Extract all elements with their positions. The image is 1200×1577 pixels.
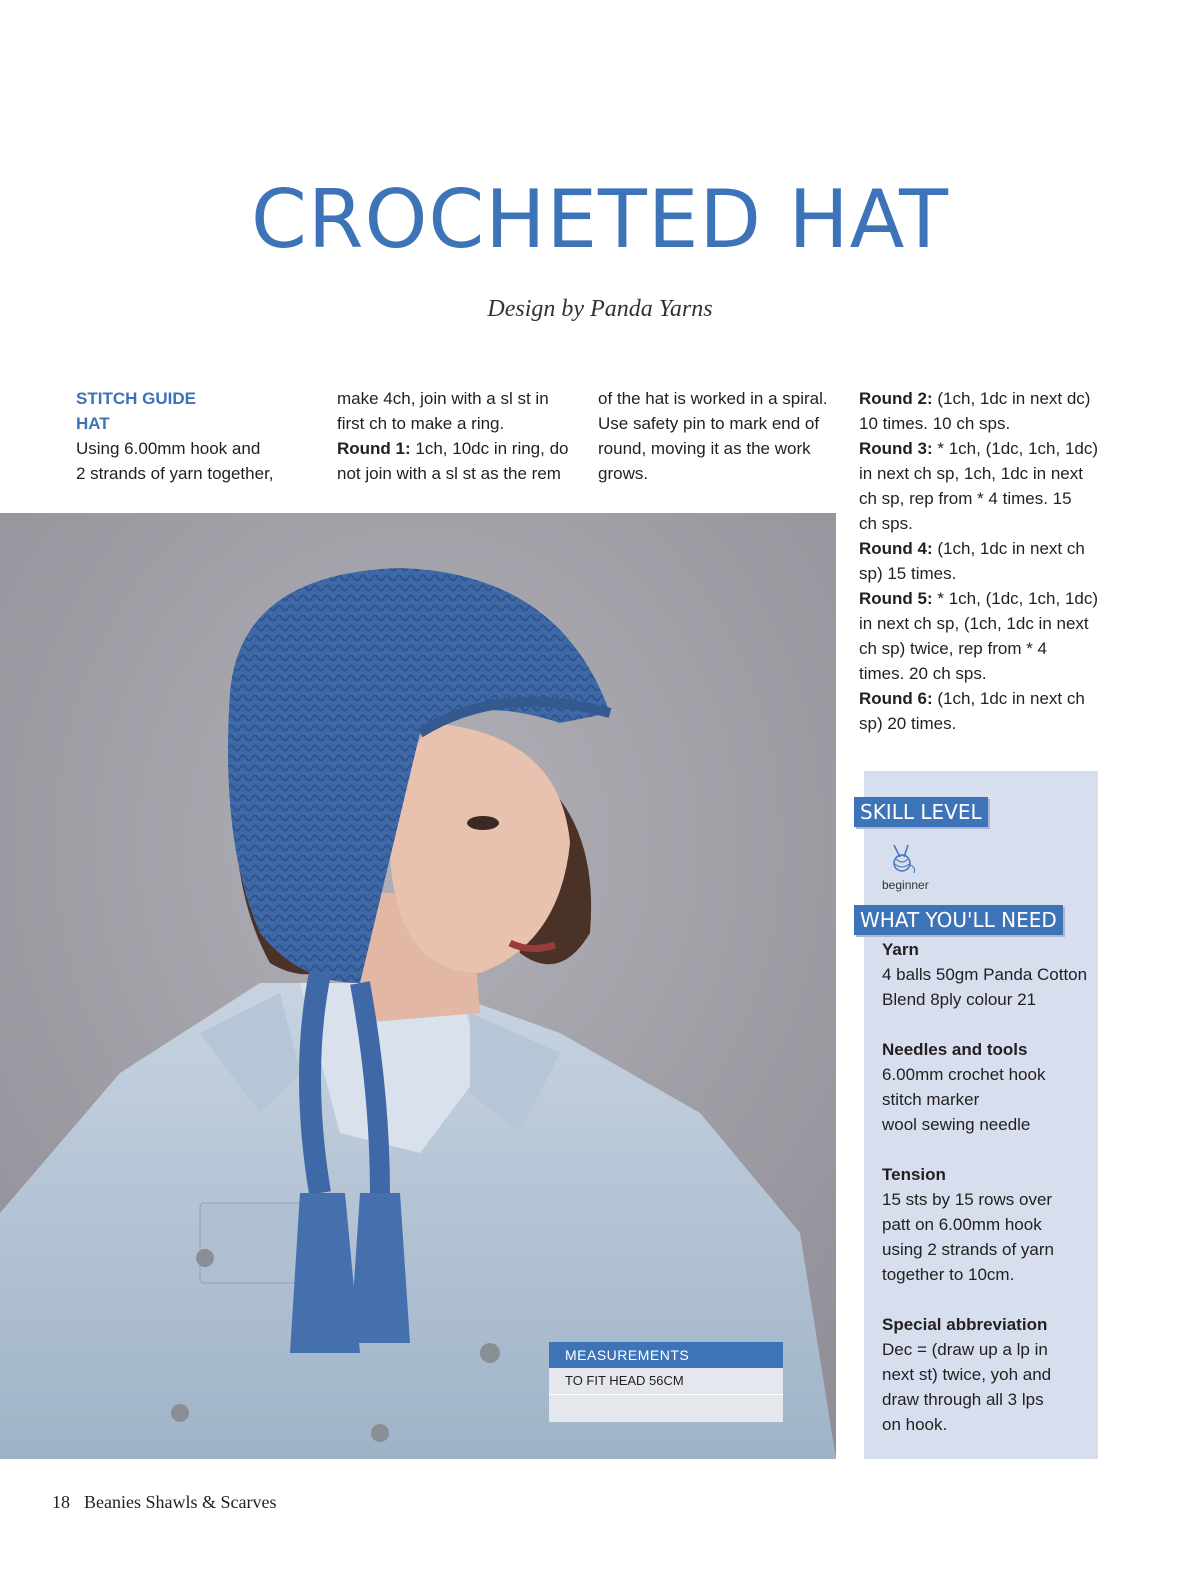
tools-line: wool sewing needle [882, 1115, 1031, 1134]
yarn-line: 4 balls 50gm Panda Cotton [882, 965, 1088, 984]
abbreviation-line: next st) twice, yoh and [882, 1365, 1052, 1384]
intro-line: Using 6.00mm hook and [76, 439, 261, 458]
tension-line: together to 10cm. [882, 1265, 1015, 1284]
round-3-line: ch sps. [859, 514, 913, 533]
round-6-line: sp) 20 times. [859, 714, 957, 733]
round-label: Round 6: [859, 689, 933, 708]
tension-line: patt on 6.00mm hook [882, 1215, 1042, 1234]
yarn-heading: Yarn [882, 940, 919, 959]
round-label: Round 1: [337, 439, 411, 458]
round-label: Round 2: [859, 389, 933, 408]
yarn-ball-icon [884, 843, 918, 882]
yarn-line: Blend 8ply colour 21 [882, 990, 1037, 1009]
measurements-heading: MEASUREMENTS [549, 1342, 783, 1368]
tools-heading: Needles and tools [882, 1040, 1028, 1059]
round-1-line: grows. [598, 464, 649, 483]
abbreviation-line: draw through all 3 lps [882, 1390, 1044, 1409]
round-label: Round 5: [859, 589, 933, 608]
publication-name: Beanies Shawls & Scarves [84, 1492, 277, 1512]
round-label: Round 3: [859, 439, 933, 458]
intro-line: make 4ch, join with a sl st in [337, 389, 549, 408]
abbreviation-line: Dec = (draw up a lp in [882, 1340, 1048, 1359]
round-1-line: not join with a sl st as the rem [337, 464, 561, 483]
round-3-line: ch sp, rep from * 4 times. 15 [859, 489, 1072, 508]
measurements-fit: TO FIT HEAD 56CM [549, 1368, 783, 1395]
round-1-line: Use safety pin to mark end of [598, 414, 820, 433]
tools-line: 6.00mm crochet hook [882, 1065, 1046, 1084]
instructions-column-4: Round 2: (1ch, 1dc in next dc) 10 times. 10 ch sps. Round 3: * 1ch, (1dc, 1ch, 1dc) in next ch sp, 1ch, 1dc in next ch sp, rep from * 4 times. 15 ch sps. Round 4: (1ch, 1dc in next ch sp) 15 times. Round 5: * 1ch, (1dc, 1ch, 1dc) in next ch sp, (1ch, 1dc in next ch sp) twice, rep from * 4 times. 20 ch sps. Round 6: (1ch, 1dc in next ch sp) 20 times. [859, 386, 1099, 736]
round-5-line: times. 20 ch sps. [859, 664, 987, 683]
model-photo [0, 513, 836, 1459]
instructions-column-3 [598, 386, 838, 486]
model-illustration [0, 513, 836, 1459]
abbreviation-line: on hook. [882, 1415, 948, 1434]
measurements-box [549, 1342, 783, 1422]
tension-heading: Tension [882, 1165, 946, 1184]
round-5-line: ch sp) twice, rep from * 4 [859, 639, 1048, 658]
hat-heading: HAT [76, 414, 110, 433]
instructions-column-2 [337, 386, 577, 486]
intro-line: 2 strands of yarn together, [76, 464, 274, 483]
designer-byline: Design by Panda Yarns [487, 296, 713, 322]
page-title: CROCHETED HAT [251, 173, 949, 266]
tension-line: 15 sts by 15 rows over [882, 1190, 1053, 1209]
round-label: Round 4: [859, 539, 933, 558]
skill-level-value: beginner [882, 878, 929, 892]
round-1-line: of the hat is worked in a spiral. [598, 389, 828, 408]
tools-line: stitch marker [882, 1090, 980, 1109]
round-4-line: sp) 15 times. [859, 564, 957, 583]
round-2-line: 10 times. 10 ch sps. [859, 414, 1011, 433]
intro-line: first ch to make a ring. [337, 414, 505, 433]
tension-line: using 2 strands of yarn [882, 1240, 1054, 1259]
materials-list [882, 937, 1092, 1437]
round-1-line: Round 1: 1ch, 10dc in ring, do [337, 439, 569, 458]
round-1-line: round, moving it as the work [598, 439, 811, 458]
round-3-line: in next ch sp, 1ch, 1dc in next [859, 464, 1083, 483]
page-footer [52, 1492, 276, 1513]
what-you-need-heading: WHAT YOU'LL NEED [854, 905, 1063, 935]
page-number: 18 [52, 1492, 70, 1512]
instructions-column-1 [76, 386, 316, 486]
round-5-line: in next ch sp, (1ch, 1dc in next [859, 614, 1089, 633]
skill-level-heading: SKILL LEVEL [854, 797, 988, 827]
abbreviation-heading: Special abbreviation [882, 1315, 1048, 1334]
stitch-guide-heading: STITCH GUIDE [76, 389, 196, 408]
